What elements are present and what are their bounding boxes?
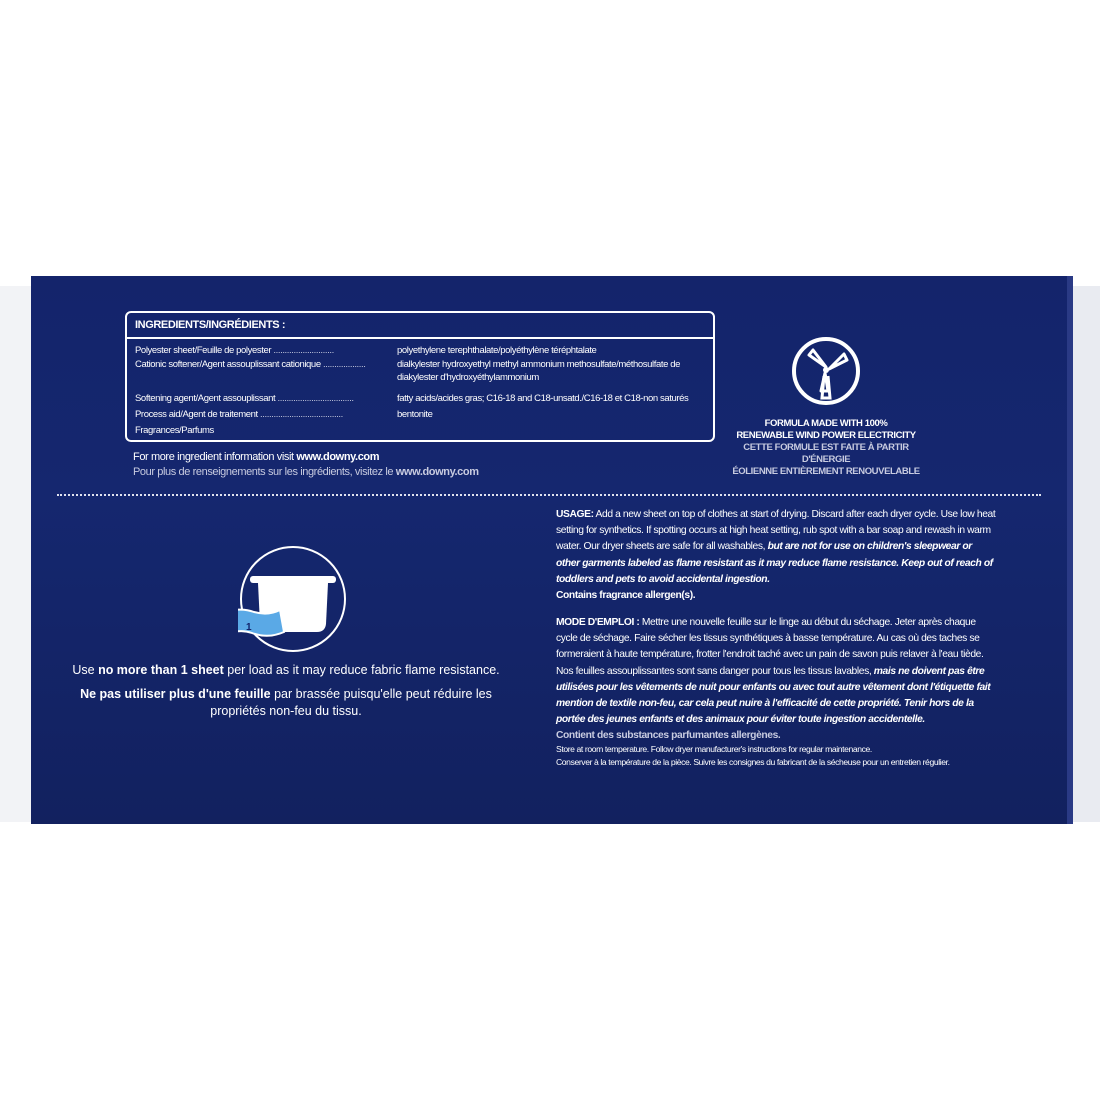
ingredients-title: INGREDIENTS/INGRÉDIENTS :: [135, 319, 286, 331]
ingredient-name: Polyester sheet/Feuille de polyester: [135, 345, 272, 356]
ingredients-divider: [127, 337, 713, 339]
usage-label: USAGE:: [556, 509, 594, 520]
dosage-en: Use no more than 1 sheet per load as it may reduce fabric flame resistance.: [72, 663, 500, 677]
ingredient-name: Cationic softener/Agent assouplissant cationique: [135, 359, 321, 370]
ingredient-value: bentonite: [397, 409, 433, 420]
dosage-fr: Ne pas utiliser plus d'une feuille par brassée puisqu'elle peut réduire les propriétés non-feu du tissu.: [80, 687, 492, 718]
wind-turbine-icon: [791, 336, 861, 406]
allergen-fr: Contient des substances parfumantes allergènes.: [556, 730, 781, 742]
downy-link-fr: www.downy.com: [395, 466, 479, 478]
ingredient-row: Cationic softener/Agent assouplissant cationique ...................: [135, 359, 366, 370]
ingredient-row: Softening agent/Agent assouplissant ..................................: [135, 393, 354, 404]
box-right-edge: [1073, 286, 1100, 822]
storage-instructions: Store at room temperature. Follow dryer manufacturer's instructions for regular maintenance. Conserver à la température de la pièce. Suivre les consignes du fabricant de la sécheuse pour un entretien régulier.: [556, 744, 950, 767]
dryer-sheet-tub-icon: [238, 544, 348, 654]
ingredient-name: Fragrances/Parfums: [135, 425, 214, 436]
ingredient-value: dialkylester hydroxyethyl methyl ammonium methosulfate/méthosulfate de diakylester d'hydroxyéthylammonium: [397, 359, 681, 383]
ingredient-row: [135, 425, 214, 437]
ingredient-value: fatty acids/acides gras; C16-18 and C18-unsatd./C16-18 et C18-non saturés: [397, 393, 689, 404]
ingredient-name: Process aid/Agent de traitement: [135, 409, 258, 420]
sheet-number: 1: [246, 622, 252, 633]
downy-link: www.downy.com: [296, 451, 380, 463]
package-panel: [31, 276, 1073, 824]
more-info-fr: Pour plus de renseignements sur les ingrédients, visitez le www.downy.com: [133, 466, 479, 478]
ingredient-row: Polyester sheet/Feuille de polyester ...........................: [135, 345, 334, 356]
more-info-en: For more ingredient information visit www.downy.com: [133, 451, 380, 463]
box-left-edge: [0, 286, 31, 822]
ingredients-box: [125, 311, 715, 442]
ingredient-value: polyethylene terephthalate/polyéthylène téréphtalate: [397, 345, 597, 356]
ingredient-row: Process aid/Agent de traitement .....................................: [135, 409, 343, 420]
more-info: [133, 450, 479, 480]
mode-label: MODE D'EMPLOI :: [556, 617, 640, 628]
mode-emploi: MODE D'EMPLOI : Mettre une nouvelle feuille sur le linge au début du séchage. Jeter après chaque cycle de séchage. Faire sécher les tissus synthétiques à basse température. Au cas où des taches se formeraient à haute température, frotter l'endroit taché avec un pain de savon puis relaver à l'eau tiède. Nos feuilles assouplissantes sont sans danger pour tous les tissus lavables, mais ne doivent pas être utilisées pour les vêtements de nuit pour enfants ou avec tout autre vêtement dont l'étiquette fait mention de textile non-feu, car cela peut nuire à l'efficacité de cette propriété. Tenir hors de la portée des jeunes enfants et des animaux pour éviter toute ingestion accidentelle. Contient des substances parfumantes allergènes.: [556, 617, 991, 742]
ingredient-name: Softening agent/Agent assouplissant: [135, 393, 276, 404]
dotted-divider: [57, 494, 1041, 496]
usage-instructions: USAGE: Add a new sheet on top of clothes at start of drying. Discard after each dryer cycle. Use low heat setting for synthetics. If spotting occurs at high heat setting, rub spot with a bar soap and rewash in warm water. Our dryer sheets are safe for all washables, but are not for use on children's sleepwear or other garments labeled as flame resistant as it may reduce flame resistance. Keep out of reach of toddlers and pets to avoid accidental ingestion. Contains fragrance allergen(s).: [556, 509, 996, 602]
wind-power-claim: FORMULA MADE WITH 100% RENEWABLE WIND POWER ELECTRICITY CETTE FORMULE EST FAITE À PARTIR D'ÉNERGIE ÉOLIENNE ENTIÈREMENT RENOUVELABLE: [732, 418, 920, 477]
allergen-en: Contains fragrance allergen(s).: [556, 590, 696, 602]
